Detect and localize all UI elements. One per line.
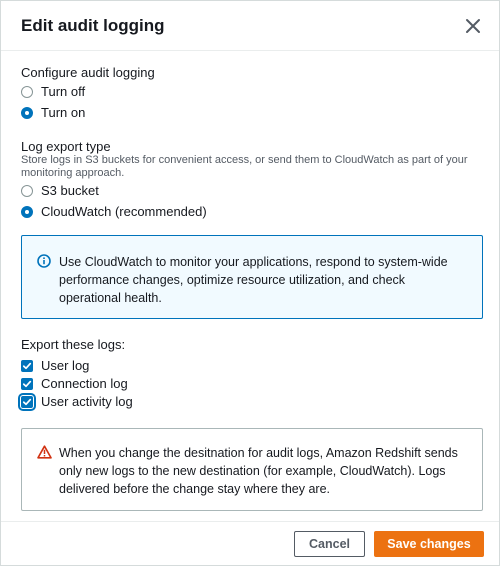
cancel-button[interactable]: Cancel [294, 531, 365, 557]
checkmark-icon [22, 397, 32, 407]
checkmark-icon [22, 361, 32, 371]
checkbox-user-activity-log[interactable] [21, 393, 133, 411]
checkbox-user-log-label: User log [41, 358, 90, 373]
radio-cloudwatch-label: CloudWatch (recommended) [41, 204, 207, 219]
footer-divider [1, 521, 499, 522]
checkbox-user-activity-log-label: User activity log [41, 394, 133, 409]
info-alert [21, 235, 483, 319]
checkbox-checked[interactable] [21, 360, 33, 372]
radio-s3-bucket[interactable] [21, 182, 99, 200]
checkbox-user-log[interactable] [21, 357, 89, 375]
warning-alert-text: When you change the desitnation for audit logs, Amazon Redshift sends only new logs to the new destination (for example, CloudWatch). Logs delivered before the change stay where they are. [59, 446, 458, 496]
log-export-type-description: Store logs in S3 buckets for convenient access, or send them to CloudWatch as part of your monitoring approach. [21, 154, 468, 179]
close-icon [461, 14, 485, 38]
export-logs-label: Export these logs: [21, 337, 126, 352]
radio-turn-on-label: Turn on [41, 105, 86, 120]
radio-turn-off[interactable] [21, 83, 85, 101]
checkbox-checked[interactable] [21, 378, 33, 390]
log-export-type-label: Log export type [21, 139, 111, 154]
radio-cloudwatch[interactable] [21, 203, 207, 221]
info-icon [37, 254, 51, 268]
modal-header [1, 1, 499, 51]
info-alert-text: Use CloudWatch to monitor your applications, respond to system-wide performance changes, optimize resource utilization, and check operational health. [59, 255, 448, 305]
radio-turn-on[interactable] [21, 104, 85, 122]
radio-button-checked[interactable] [21, 107, 33, 119]
radio-turn-off-label: Turn off [41, 84, 86, 99]
checkbox-connection-log-label: Connection log [41, 376, 128, 391]
modal-title: Edit audit logging [21, 16, 165, 35]
radio-button-unchecked[interactable] [21, 185, 33, 197]
warning-icon [37, 445, 52, 459]
radio-button-checked[interactable] [21, 206, 33, 218]
save-changes-button[interactable]: Save changes [374, 531, 484, 557]
checkmark-icon [22, 379, 32, 389]
checkbox-connection-log[interactable] [21, 375, 128, 393]
radio-button-unchecked[interactable] [21, 86, 33, 98]
configure-audit-logging-label: Configure audit logging [21, 65, 155, 80]
close-button[interactable] [461, 14, 485, 38]
checkbox-checked[interactable] [21, 396, 33, 408]
warning-alert [21, 428, 483, 511]
radio-s3-bucket-label: S3 bucket [41, 183, 99, 198]
